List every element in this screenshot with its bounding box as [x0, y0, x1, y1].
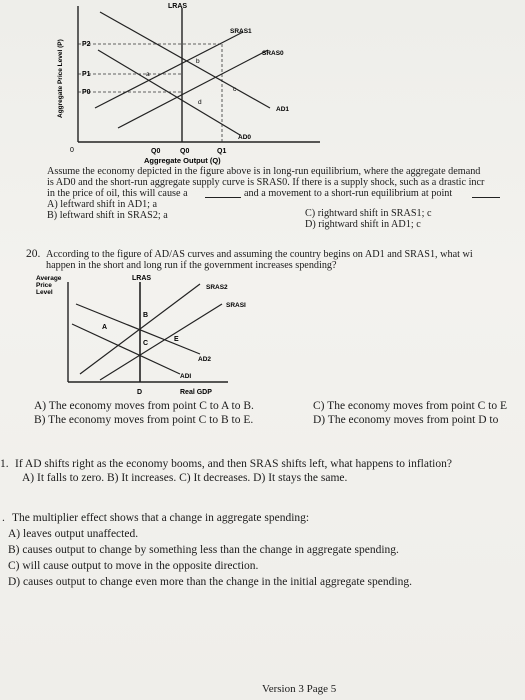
q19-option-a: A) leftward shift in AD1; a — [47, 199, 158, 210]
fig2-sras1-label: SRASI — [226, 302, 246, 309]
fig1-point-b: b — [196, 58, 200, 65]
q19-blank-2 — [472, 197, 500, 198]
q19-stem-line3a: in the price of oil, this will cause a — [47, 188, 188, 199]
fig1-y-label: Aggregate Price Level (P) — [57, 39, 64, 118]
fig2-y-label-1: Average — [36, 275, 62, 282]
fig1-top-label: LRAS — [168, 3, 188, 10]
q19-stem-line2: is AD0 and the short-run aggregate supply curve is SRAS0. If there is a supply shock, such as a drastic incr — [47, 177, 485, 188]
q20-option-d: D) The economy moves from point D to — [313, 414, 499, 426]
fig2-sras2-label: SRAS2 — [206, 284, 228, 291]
figure-2-graph — [0, 270, 525, 400]
fig2-point-c: C — [143, 340, 149, 347]
page-footer: Version 3 Page 5 — [262, 683, 337, 695]
fig2-point-a: A — [102, 324, 108, 331]
fig2-ad1-line — [72, 324, 180, 374]
fig2-ad1-label: ADI — [180, 373, 192, 380]
q19-option-d: D) rightward shift in AD1; c — [305, 219, 421, 230]
q19-option-b: B) leftward shift in SRAS2; a — [47, 210, 168, 221]
q19-blank-1 — [205, 197, 241, 198]
q22-option-c: C) will cause output to move in the opposite direction. — [8, 560, 259, 572]
q22-option-b: B) causes output to change by something less than the change in aggregate spending. — [8, 544, 399, 556]
q22-option-d: D) causes output to change even more than the change in the initial aggregate spending. — [8, 576, 412, 588]
fig1-sras0-label: SRAS0 — [262, 50, 284, 57]
figure-1-graph — [0, 0, 525, 170]
fig1-ad0-line — [98, 50, 240, 135]
q20-stem-line1: According to the figure of AD/AS curves and assuming the country begins on AD1 and SRAS1, what wi — [46, 249, 473, 260]
fig1-x-label: Aggregate Output (Q) — [144, 156, 221, 165]
fig1-point-d: d — [198, 99, 202, 106]
fig1-point-a: a — [146, 71, 150, 78]
fig2-point-e: E — [174, 336, 179, 343]
q22-number: . — [2, 512, 5, 524]
fig1-q1-label: Q1 — [217, 148, 227, 155]
q21-stem: If AD shifts right as the economy booms, and then SRAS shifts left, what happens to inflation? — [15, 458, 452, 470]
fig2-x-label: Real GDP — [180, 389, 212, 396]
fig1-p0-label: P0 — [82, 89, 91, 96]
q20-option-a: A) The economy moves from point C to A to B. — [34, 400, 254, 412]
fig2-sras1-line — [100, 304, 222, 380]
fig2-point-b: B — [143, 312, 149, 319]
q20-number: 20. — [26, 248, 41, 260]
fig1-q0-label-2: Q0 — [180, 148, 190, 155]
fig1-point-c: c — [233, 86, 237, 93]
fig1-p1-label: P1 — [82, 71, 91, 78]
fig1-origin: 0 — [70, 147, 74, 154]
q19-stem-line3b: and a movement to a short-run equilibrium at point — [244, 188, 453, 199]
fig1-ad0-label: AD0 — [238, 134, 252, 141]
fig1-sras0-line — [118, 50, 268, 128]
fig1-q0-label: Q0 — [151, 148, 161, 155]
q19-stem-line1: Assume the economy depicted in the figure above is in long-run equilibrium, where the aggregate demand — [47, 166, 481, 177]
q20-option-b: B) The economy moves from point C to B to E. — [34, 414, 254, 426]
fig1-sras1-line — [95, 32, 243, 108]
fig2-lras-label: LRAS — [132, 275, 152, 282]
fig2-y-label-3: Level — [36, 289, 53, 296]
fig1-ad1-label: AD1 — [276, 106, 290, 113]
q21-options: A) It falls to zero. B) It increases. C) It decreases. D) It stays the same. — [22, 472, 348, 484]
fig1-sras1-label: SRAS1 — [230, 28, 252, 35]
q19-option-c: C) rightward shift in SRAS1; c — [305, 208, 432, 219]
q21-number: 1. — [0, 458, 9, 470]
fig2-ad2-label: AD2 — [198, 356, 212, 363]
q20-option-c: C) The economy moves from point C to E — [313, 400, 507, 412]
q22-stem: The multiplier effect shows that a change in aggregate spending: — [12, 512, 310, 524]
fig2-point-d: D — [137, 389, 143, 396]
q20-stem-line2: happen in the short and long run if the government increases spending? — [46, 260, 337, 271]
fig2-y-label-2: Price — [36, 282, 52, 289]
fig1-p2-label: P2 — [82, 41, 91, 48]
q22-option-a: A) leaves output unaffected. — [8, 528, 139, 540]
